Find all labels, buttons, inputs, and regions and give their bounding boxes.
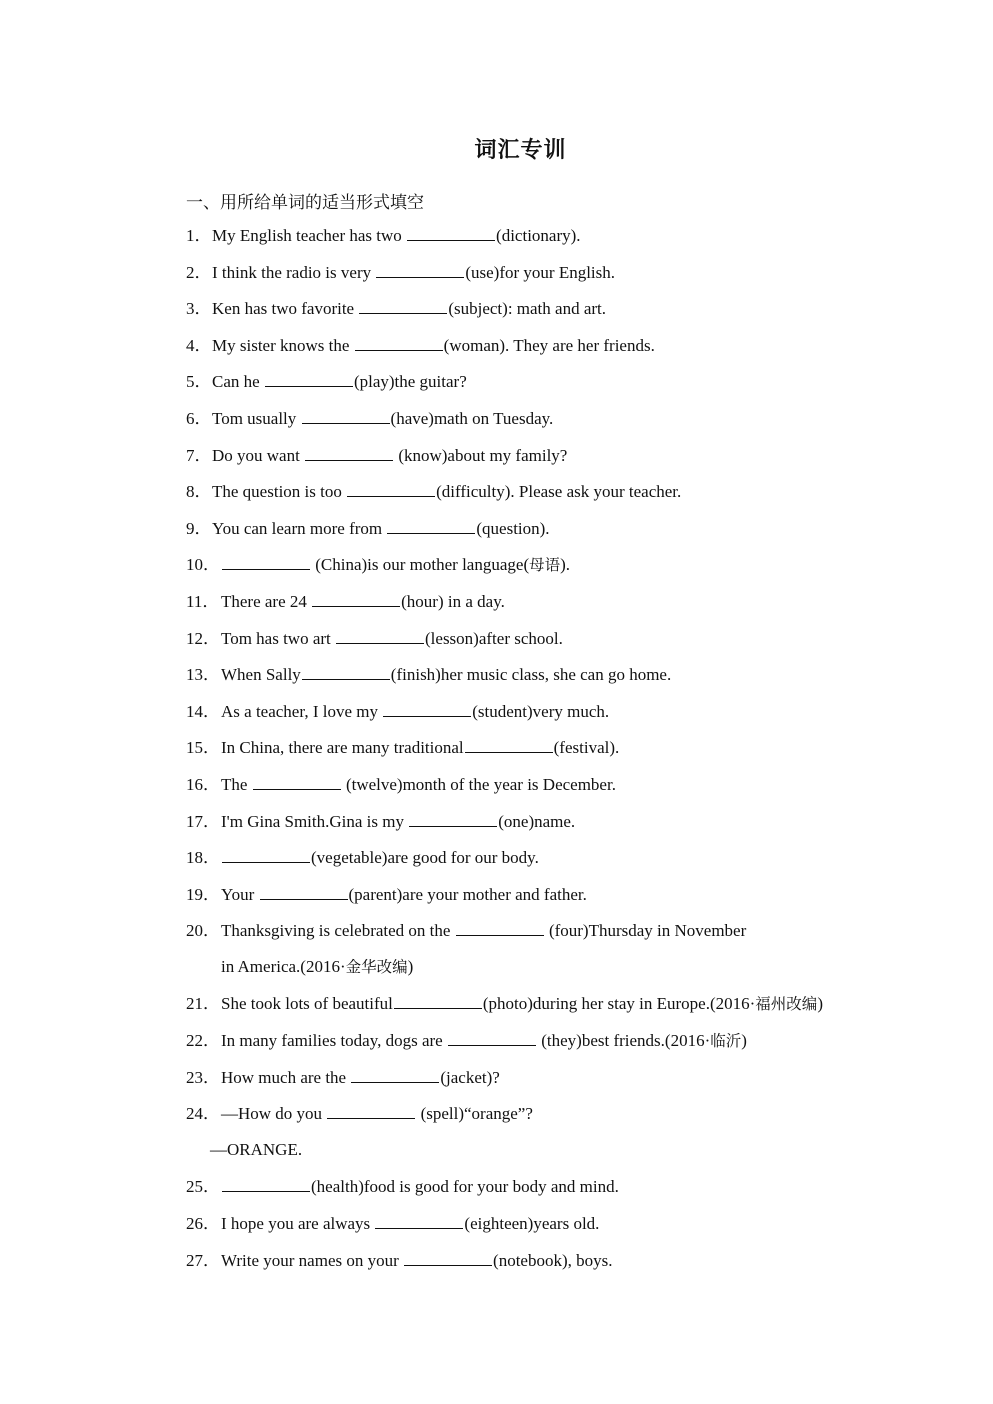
exercise-item (186, 698, 886, 735)
exercise-item (186, 1210, 886, 1247)
exercise-item (186, 259, 886, 296)
exercise-item (186, 625, 886, 662)
exercise-item (186, 1100, 886, 1173)
item-text-after: (woman). They are her friends. (443, 335, 655, 355)
exercise-item (186, 588, 886, 625)
item-text-after: (jacket)? (440, 1067, 500, 1087)
exercise-item (186, 332, 886, 369)
item-text-after: (use)for your English. (465, 262, 616, 282)
item-text-before: The question is too (212, 482, 347, 502)
answer-blank[interactable] (302, 405, 390, 424)
item-text-before: I think the radio is very (212, 262, 376, 282)
item-text-after: (subject): math and art. (448, 299, 607, 319)
item-text-after: (hour) in a day. (401, 591, 505, 611)
item-text-before: Thanksgiving is celebrated on the (221, 921, 455, 941)
item-text-after: (lesson)after school. (425, 628, 563, 648)
item-cjk-note: 母语 (529, 556, 561, 575)
item-text-after: (festival). (553, 738, 620, 758)
item-text-after: (parent)are your mother and father. (348, 884, 587, 904)
item-text-after: (eighteen)years old. (464, 1214, 600, 1234)
exercise-item (186, 478, 886, 515)
exercise-item (186, 1027, 886, 1064)
item-text-before: My English teacher has two (212, 226, 407, 245)
item-number: 27． (186, 1250, 220, 1270)
answer-blank[interactable] (336, 625, 424, 644)
answer-blank[interactable] (222, 551, 310, 570)
item-text-before: The (221, 774, 252, 794)
item-number: 18． (186, 848, 220, 868)
section-heading: 一、用所给单词的适当形式填空 (186, 193, 424, 213)
exercise-item (186, 551, 886, 588)
item-text-before: Can he (212, 372, 264, 392)
item-number: 22． (186, 1031, 220, 1051)
item-number: 19． (186, 884, 220, 904)
answer-blank[interactable] (222, 1173, 310, 1192)
item-cjk-note: 金华改编 (345, 957, 408, 976)
exercise-item (186, 734, 886, 771)
answer-blank[interactable] (465, 734, 553, 753)
item-number: 2． (186, 262, 212, 282)
item-number: 16． (186, 774, 220, 794)
item-number: 4． (186, 335, 212, 355)
answer-blank[interactable] (387, 515, 475, 534)
item-number: 14． (186, 701, 220, 721)
exercise-item (186, 881, 886, 918)
answer-blank[interactable] (448, 1027, 536, 1046)
item-text-after: (China)is our mother language( (311, 555, 530, 575)
answer-blank[interactable] (407, 222, 495, 241)
answer-blank[interactable] (351, 1064, 439, 1083)
item-text-end: ) (817, 994, 823, 1014)
answer-blank[interactable] (355, 332, 443, 351)
item-text-after: (vegetable)are good for our body. (311, 848, 539, 868)
page-title: 词汇专训 (474, 138, 567, 163)
item-number: 20． (186, 921, 220, 941)
item-text-before: In many families today, dogs are (221, 1031, 447, 1051)
item-number: 21． (186, 994, 220, 1014)
exercise-item (186, 808, 886, 845)
item-number: 13． (186, 665, 220, 685)
item-number: 10． (186, 555, 220, 575)
item-number: 11． (186, 591, 220, 611)
item-text-before: There are 24 (221, 591, 312, 611)
answer-blank[interactable] (305, 442, 393, 461)
item-cont-text: in America.(2016· (221, 956, 346, 976)
item-number: 25． (186, 1177, 220, 1197)
item-text-after: (twelve)month of the year is December. (341, 774, 616, 794)
answer-blank[interactable] (312, 588, 400, 607)
item-text-before: Ken has two favorite (212, 299, 359, 319)
item-text-after: (one)name. (498, 811, 576, 831)
item-number: 8． (186, 482, 212, 502)
item-text-after: (have)math on Tuesday. (390, 408, 554, 428)
item-number: 26． (186, 1214, 220, 1234)
item-text-before: Write your names on your (221, 1250, 404, 1270)
item-text-after: (four)Thursday in November (544, 921, 747, 941)
item-number: 17． (186, 811, 220, 831)
item-text-after: (dictionary). (496, 226, 581, 245)
item-text-before: I'm Gina Smith.Gina is my (221, 811, 409, 831)
item-text-before: I hope you are always (221, 1214, 375, 1234)
answer-blank[interactable] (327, 1100, 415, 1119)
item-number: 7． (186, 445, 212, 465)
exercise-item (186, 222, 886, 259)
exercise-item (186, 295, 886, 332)
item-number: 5． (186, 372, 212, 392)
item-text-after: (photo)during her stay in Europe.(2016· (482, 994, 756, 1014)
item-number: 6． (186, 408, 212, 428)
item-number: 23． (186, 1067, 220, 1087)
exercise-item (186, 1064, 886, 1101)
item-number: 1． (186, 226, 212, 245)
item-text-after: (question). (476, 518, 550, 538)
item-text-before: When Sally (221, 665, 301, 685)
item-text-after: (play)the guitar? (353, 372, 467, 392)
exercise-list (186, 222, 886, 1283)
item-continuation (221, 954, 413, 980)
answer-blank[interactable] (222, 844, 310, 863)
item-text-after: (notebook), boys. (493, 1250, 613, 1270)
answer-blank[interactable] (359, 295, 447, 314)
answer-blank[interactable] (253, 771, 341, 790)
item-number: 12． (186, 628, 220, 648)
exercise-item (186, 990, 886, 1027)
item-cjk-note: 福州改编 (755, 995, 818, 1014)
exercise-item (186, 515, 886, 552)
item-text-before: Your (221, 884, 259, 904)
item-text-before: Do you want (212, 445, 305, 465)
answer-blank[interactable] (375, 1210, 463, 1229)
item-text-before: You can learn more from (212, 518, 387, 538)
item-answer-line: —ORANGE. (210, 1139, 303, 1159)
answer-blank[interactable] (302, 661, 390, 680)
exercise-item (186, 1173, 886, 1210)
answer-blank[interactable] (409, 808, 497, 827)
item-text-before: In China, there are many traditional (221, 738, 464, 758)
item-text-before: Tom usually (212, 408, 301, 428)
item-text-after: (know)about my family? (394, 445, 568, 465)
exercise-item (186, 771, 886, 808)
answer-blank[interactable] (265, 368, 353, 387)
item-text-before: My sister knows the (212, 335, 354, 355)
exercise-item (186, 661, 886, 698)
answer-blank[interactable] (394, 990, 482, 1009)
item-text-before: How much are the (221, 1067, 351, 1087)
item-text-before: Tom has two art (221, 628, 336, 648)
exercise-item (186, 1247, 886, 1284)
item-text-end: ). (560, 555, 571, 575)
item-text-before: —How do you (221, 1104, 327, 1124)
exercise-item (186, 917, 886, 990)
item-number: 24． (186, 1104, 220, 1124)
item-text-after: (difficulty). Please ask your teacher. (436, 482, 682, 502)
exercise-item (186, 844, 886, 881)
answer-blank[interactable] (260, 881, 348, 900)
item-text-before: As a teacher, I love my (221, 701, 383, 721)
item-text-end: ) (407, 956, 414, 976)
item-number: 9． (186, 518, 212, 538)
item-text-after: (health)food is good for your body and mind. (311, 1177, 619, 1197)
item-text-after: (finish)her music class, she can go home. (390, 665, 672, 685)
answer-blank[interactable] (383, 698, 471, 717)
item-number: 3． (186, 299, 212, 319)
item-text-after: (spell)“orange”? (416, 1104, 533, 1124)
item-number: 15． (186, 738, 220, 758)
exercise-item (186, 405, 886, 442)
item-text-after: (student)very much. (472, 701, 610, 721)
answer-blank[interactable] (404, 1247, 492, 1266)
answer-blank[interactable] (347, 478, 435, 497)
exercise-item (186, 442, 886, 479)
item-cjk-note: 临沂 (710, 1032, 742, 1051)
answer-blank[interactable] (376, 259, 464, 278)
item-text-end: ) (741, 1031, 747, 1051)
exercise-item (186, 368, 886, 405)
item-text-after: (they)best friends.(2016· (536, 1031, 711, 1051)
item-text-before: She took lots of beautiful (221, 994, 393, 1014)
answer-blank[interactable] (456, 917, 544, 936)
